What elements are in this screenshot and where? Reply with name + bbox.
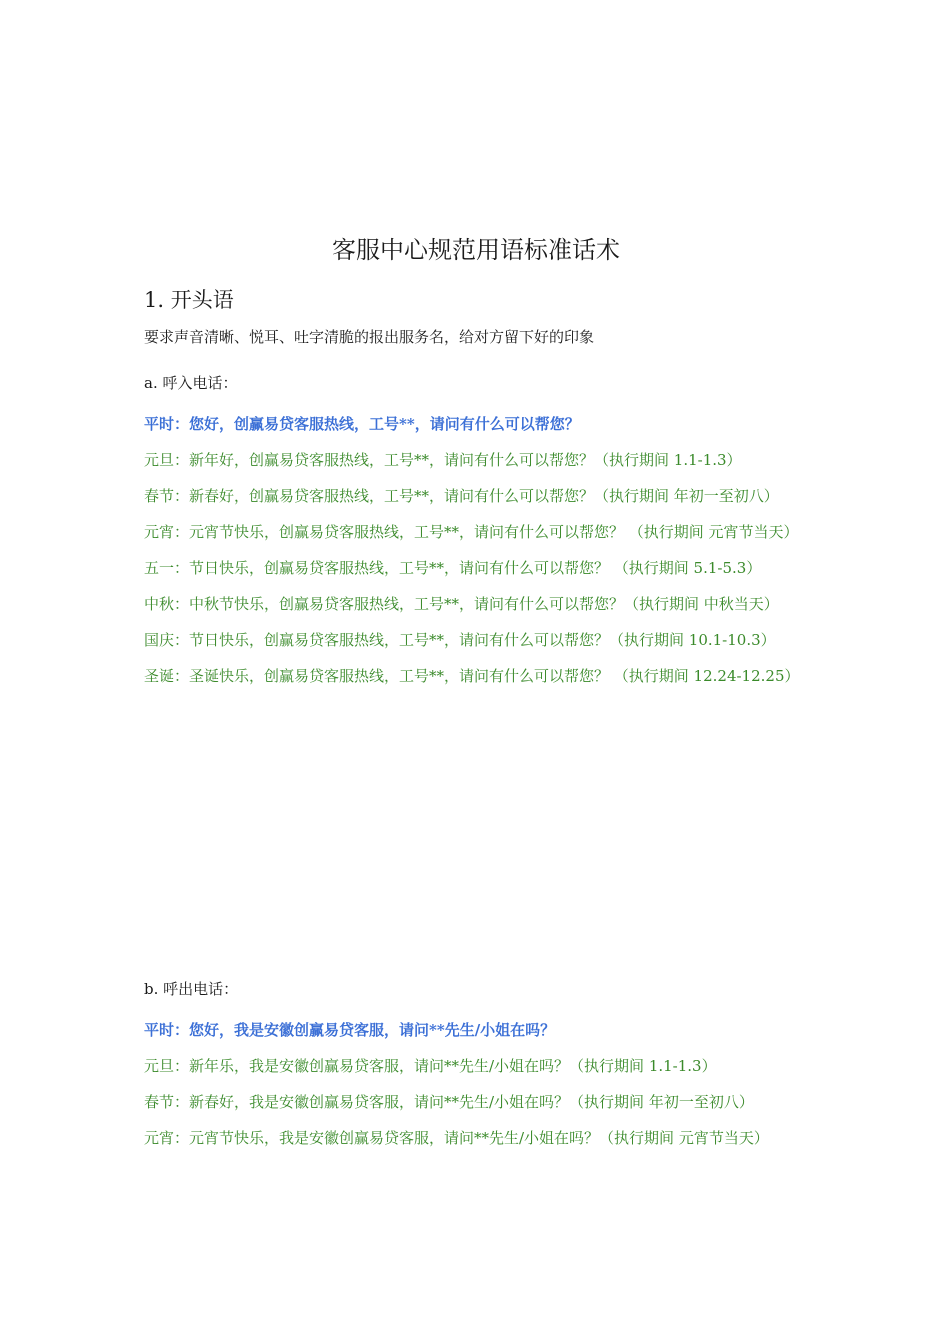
- document-title: 客服中心规范用语标准话术: [332, 236, 620, 264]
- outgoing-greeting-spring-festival: 春节：新春好，我是安徽创赢易贷客服，请问**先生/小姐在吗？（执行期间 年初一至初八）: [144, 1093, 754, 1111]
- incoming-greeting-christmas: 圣诞：圣诞快乐，创赢易贷客服热线，工号**，请问有什么可以帮您？ （执行期间 12.24-12.25）: [144, 667, 800, 685]
- section-heading-opening: 1. 开头语: [144, 288, 234, 312]
- incoming-greeting-spring-festival: 春节：新春好，创赢易贷客服热线，工号**，请问有什么可以帮您？（执行期间 年初一至初八）: [144, 487, 779, 505]
- outgoing-normal-greeting: 平时：您好，我是安徽创赢易贷客服，请问**先生/小姐在吗？: [144, 1021, 556, 1039]
- incoming-greeting-lantern-festival: 元宵：元宵节快乐，创赢易贷客服热线，工号**，请问有什么可以帮您？ （执行期间 元宵节当天）: [144, 523, 799, 541]
- incoming-normal-greeting: 平时：您好，创赢易贷客服热线，工号**，请问有什么可以帮您？: [144, 415, 580, 433]
- outgoing-greeting-lantern-festival: 元宵：元宵节快乐，我是安徽创赢易贷客服，请问**先生/小姐在吗？（执行期间 元宵节当天）: [144, 1129, 769, 1147]
- incoming-greeting-national-day: 国庆：节日快乐，创赢易贷客服热线，工号**，请问有什么可以帮您？（执行期间 10.1-10.3）: [144, 631, 776, 649]
- outgoing-greeting-new-year: 元旦：新年乐，我是安徽创赢易贷客服，请问**先生/小姐在吗？（执行期间 1.1-1.3）: [144, 1057, 717, 1075]
- incoming-calls-heading: a. 呼入电话：: [144, 374, 238, 392]
- outgoing-calls-heading: b. 呼出电话：: [144, 980, 239, 998]
- incoming-greeting-mid-autumn: 中秋：中秋节快乐，创赢易贷客服热线，工号**，请问有什么可以帮您？（执行期间 中秋当天）: [144, 595, 779, 613]
- incoming-greeting-new-year: 元旦：新年好，创赢易贷客服热线，工号**，请问有什么可以帮您？（执行期间 1.1-1.3）: [144, 451, 742, 469]
- section-intro: 要求声音清晰、悦耳、吐字清脆的报出服务名，给对方留下好的印象: [144, 328, 595, 346]
- outgoing-calls-block: [144, 976, 808, 1156]
- incoming-calls-block: [144, 370, 808, 694]
- incoming-greeting-labor-day: 五一：节日快乐，创赢易贷客服热线，工号**，请问有什么可以帮您？ （执行期间 5.1-5.3）: [144, 559, 762, 577]
